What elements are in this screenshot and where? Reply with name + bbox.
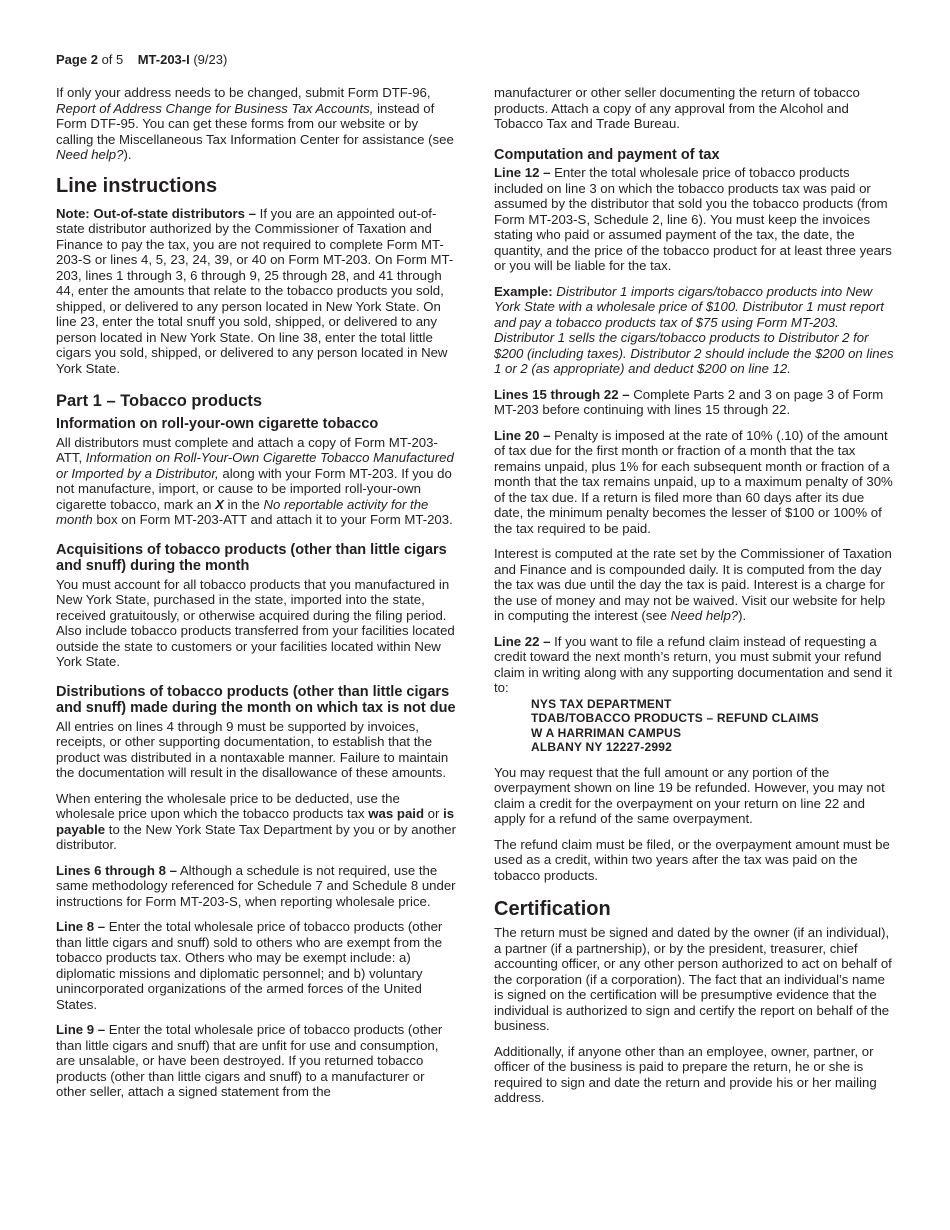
intro-form-title: Report of Address Change for Business Tax Accounts, (56, 100, 374, 116)
line-20-text: Penalty is imposed at the rate of 10% (.10) of the amount of tax due for the first month or fraction of a month that the tax remains unpaid, plus 1% for each subsequent month or fraction of a month that the tax remains unpaid, up to a maximum penalty of 30% of the tax due. If a return is filed more than 60 days after its due date, the minimum penalty becomes the lesser of $100 or 100% of the tax required to be paid. (494, 427, 893, 536)
line-12-text: Enter the total wholesale price of tobacco products included on line 3 on which the tobacco products tax was paid or assumed by the distributor that sold you the tobacco products (from Form MT-203-S, Schedule 2, line 6). You must keep the invoices stating who paid or assumed payment of the tax, the date, the quantity, and the price of the tobacco product for at least three years or you will be liable for the tax. (494, 165, 892, 273)
paid-preparer-paragraph: Additionally, if anyone other than an employee, owner, partner, or officer of the business is paid to prepare the return, he or she is required to sign and date the return and provide his or her mailing address. (494, 1043, 877, 1105)
line-20-lead: Line 20 – (494, 427, 551, 443)
address-line: TDAB/TOBACCO PRODUCTS – REFUND CLAIMS (531, 711, 819, 725)
form-code: MT-203-I (137, 52, 190, 67)
intro-text-3: ). (123, 147, 132, 162)
acquisitions-paragraph: You must account for all tobacco products that you manufactured in New York State, purchased in the state, imported into the state, received gratuitously, or otherwise acquired during the filing period. Also include tobacco products transferred from your facilities located outside the state to customers or your facilities located within New York State. (56, 576, 455, 669)
intro-text-1: If only your address needs to be changed, submit Form DTF-96, (56, 85, 431, 100)
right-column (494, 85, 896, 1116)
interest-text-2: ). (738, 608, 747, 623)
line-9-continued: manufacturer or other seller documenting the return of tobacco products. Attach a copy of any approval from the Alcohol and Tobacco Tax and Trade Bureau. (494, 85, 860, 131)
example-paragraph (494, 284, 896, 377)
intro-paragraph (56, 85, 458, 163)
page-label: Page (56, 52, 88, 67)
line-22-text: If you want to file a refund claim instead of requesting a credit toward the next month’s return, you must submit your refund claim in writing along with any supporting documentation and send it to: (494, 633, 893, 695)
lines-15-22-paragraph (494, 387, 896, 418)
refund-claim-paragraph: The refund claim must be filed, or the overpayment amount must be used as a credit, within two years after the tax was paid on the tobacco products. (494, 836, 890, 883)
part1-heading: Part 1 – Tobacco products (56, 392, 262, 410)
intro-text-2: instead of Form DTF-95. You can get these forms from our website or by calling the Miscellaneous Tax Information Center for assistance (see (56, 100, 454, 147)
line-12-lead: Line 12 – (494, 165, 551, 180)
page-total: of 5 (101, 52, 124, 67)
line-8-paragraph (56, 919, 458, 1012)
line-12-paragraph (494, 165, 896, 274)
line-9-paragraph (56, 1022, 458, 1100)
certification-paragraph: The return must be signed and dated by the owner (if an individual), a partner (if a partnership), or by the president, treasurer, chief accounting officer, or any other person authorized to act on behalf of the corporation (if a corporation). The fact that an individual’s name is signed on the certification will be presumptive evidence that the individual is authorized to sign and certify the report on behalf of the business. (494, 925, 892, 1033)
wholesale-was-paid: was paid (368, 806, 424, 821)
ryo-text-3: in the (223, 496, 264, 512)
line-22-lead: Line 22 – (494, 633, 551, 649)
interest-text-1: Interest is computed at the rate set by the Commissioner of Taxation and Finance and is compounded daily. It is computed from the day the tax was due until the day the tax is paid. Interest is a charge for the use of money and may not be waived. Visit our website for help in computing the interest (see (494, 546, 892, 623)
overpayment-request-paragraph: You may request that the full amount or any portion of the overpayment shown on line 19 be refunded. However, you may not claim a credit for the overpayment on your return on line 22 and apply for a refund of the same overpayment. (494, 764, 885, 826)
acquisitions-heading: Acquisitions of tobacco products (other than little cigars and snuff) during the month (56, 541, 447, 574)
lines-15-22-text: Complete Parts 2 and 3 on page 3 of Form MT-203 before continuing with lines 15 through 22. (494, 386, 884, 417)
ryo-box-label: No reportable activity for the month (56, 496, 429, 527)
wholesale-is-payable: is payable (56, 806, 455, 837)
example-text: Distributor 1 imports cigars/tobacco products into New York State with a wholesale price of $100. Distributor 1 must report and pay a tobacco products tax of $75 using Form MT-203. Distributor 1 sells the cigars/tobacco products to Distributor 2 for $200 (including taxes). Distributor 2 should include the $200 on lines 1 or 2 (as appropriate) and deduct $200 on line 12. (494, 283, 894, 376)
interest-need-help-ref: Need help? (670, 608, 739, 623)
wholesale-text-3: to the New York State Tax Department by you or by another distributor. (56, 821, 457, 852)
computation-heading: Computation and payment of tax (494, 146, 720, 163)
address-line: ALBANY NY 12227-2992 (531, 740, 672, 754)
interest-paragraph (494, 546, 896, 624)
lines-6-8-paragraph (56, 863, 458, 910)
note-lead: Note: Out-of-state distributors – (56, 205, 257, 221)
line-8-text: Enter the total wholesale price of tobacco products (other than little cigars and snuff) sold to others who are exempt from the tobacco products tax. Others who may be exempt include: a) diplomatic missions and diplomatic personnel; and b) voluntary unincorporated organizations of the armed forces of the United States. (56, 919, 443, 1012)
distributions-heading: Distributions of tobacco products (other than little cigars and snuff) made during the month on which tax is not due (56, 683, 456, 716)
page-number: 2 (90, 52, 98, 67)
form-date: (9/23) (193, 52, 228, 67)
wholesale-text-2: or (424, 806, 444, 821)
wholesale-text-1: When entering the wholesale price to be deducted, use the wholesale price upon which the tobacco products tax (56, 790, 400, 821)
note-paragraph (56, 206, 458, 377)
ryo-paragraph (56, 435, 458, 528)
line-9-text: Enter the total wholesale price of tobacco products (other than little cigars and snuff) that are unfit for use and consumption, are unsalable, or have been destroyed. If you returned tobacco products (other than little cigars and snuff) to a manufacturer or other seller, attach a signed statement from the (56, 1022, 443, 1099)
refund-mailing-address (531, 697, 896, 755)
lines-6-8-lead: Lines 6 through 8 – (56, 862, 177, 878)
address-line: W A HARRIMAN CAMPUS (531, 725, 682, 740)
ryo-text-1: All distributors must complete and attach a copy of Form MT-203-ATT, (56, 434, 438, 465)
ryo-text-2: along with your Form MT-203. If you do not manufacture, import, or cause to be imported roll-your-own cigarette tobacco, mark an (56, 465, 452, 512)
need-help-ref: Need help? (56, 147, 124, 162)
ryo-heading: Information on roll-your-own cigarette tobacco (56, 416, 379, 432)
ryo-x-mark: X (215, 496, 224, 512)
note-text: If you are an appointed out-of-state distributor authorized by the Commissioner of Taxation and Finance to pay the tax, you are not required to complete Form MT-203-S or lines 4, 5, 23, 24, 39, or 40 on Form MT-203. On Form MT-203, lines 1 through 3, 6 through 9, 25 through 28, and 41 through 44, enter the amounts that relate to the tobacco products you sold, shipped, or delivered to any person located in New York State. On line 23, enter the total snuff you sold, shipped, or delivered to any person located in New York State. On line 38, enter the total little cigars you sold, shipped, or delivered to any person located in New York State. (56, 205, 454, 376)
left-column (56, 85, 458, 1100)
wholesale-paragraph (56, 791, 458, 853)
certification-heading: Certification (494, 898, 611, 920)
lines-15-22-lead: Lines 15 through 22 – (494, 386, 630, 402)
distributions-paragraph: All entries on lines 4 through 9 must be supported by invoices, receipts, or other supporting documentation, to establish that the product was distributed in a nontaxable manner. Failure to maintain the documentation will result in the disallowance of these amounts. (56, 718, 449, 780)
lines-6-8-text: Although a schedule is not required, use the same methodology referenced for Schedule 7 and Schedule 8 under instructions for Form MT-203-S, when reporting wholesale price. (56, 862, 456, 909)
ryo-text-4: box on Form MT-203-ATT and attach it to your Form MT-203. (92, 512, 453, 527)
line-20-paragraph (494, 428, 896, 537)
ryo-form-title: Information on Roll-Your-Own Cigarette Tobacco Manufactured or Imported by a Distributor, (56, 450, 454, 481)
line-22-paragraph (494, 634, 896, 696)
page-header (56, 52, 227, 68)
line-9-lead: Line 9 – (56, 1022, 106, 1037)
line-8-lead: Line 8 – (56, 919, 106, 934)
example-lead: Example: (494, 283, 553, 299)
address-line: NYS TAX DEPARTMENT (531, 696, 672, 711)
line-instructions-heading: Line instructions (56, 174, 218, 197)
